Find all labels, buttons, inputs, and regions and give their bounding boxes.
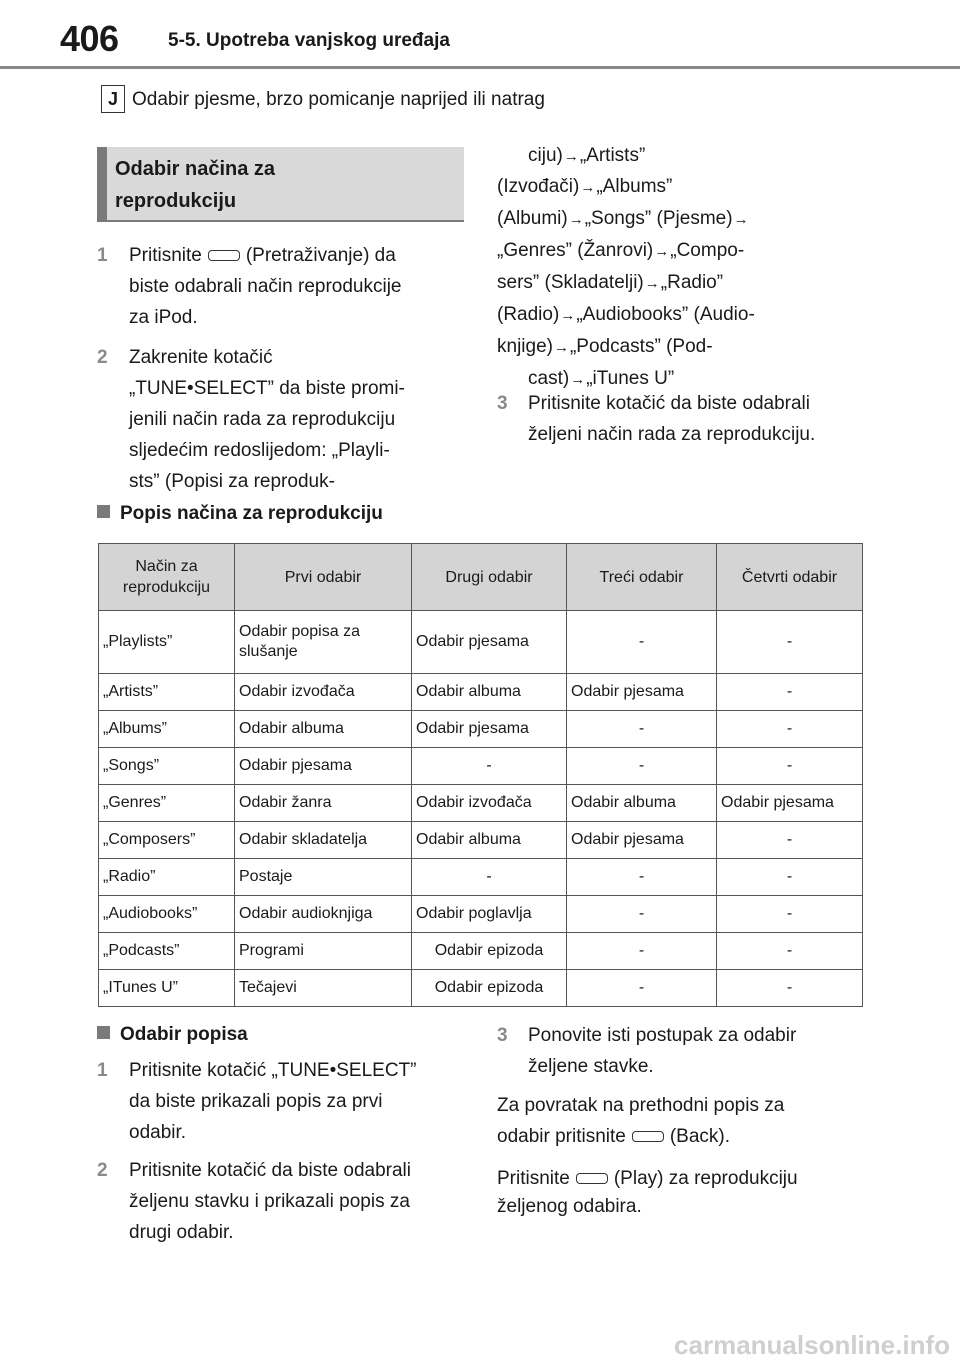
step-text: biste odabrali način reprodukcije <box>129 276 402 297</box>
step-text: željeni način rada za reprodukciju. <box>528 424 816 445</box>
table-cell: Odabir poglavlja <box>412 896 567 933</box>
table-cell: Odabir pjesama <box>567 822 717 859</box>
table-cell: - <box>567 970 717 1007</box>
playback-mode-heading <box>97 147 464 222</box>
table-cell: - <box>567 896 717 933</box>
table-cell: Odabir albuma <box>235 711 412 748</box>
table-cell: Programi <box>235 933 412 970</box>
table-cell: Odabir skladatelja <box>235 822 412 859</box>
table-cell: - <box>412 748 567 785</box>
step-text: sts” (Popisi za reproduk- <box>129 471 335 492</box>
watermark: carmanualsonline.info <box>674 1330 950 1360</box>
table-cell: Odabir pjesama <box>412 711 567 748</box>
instruction-text: odabir pritisnite <box>497 1126 626 1147</box>
table-row <box>99 748 863 785</box>
step-text: željenu stavku i prikazali popis za <box>129 1191 410 1212</box>
arrow-right-icon: → <box>563 148 579 165</box>
table-cell: - <box>567 859 717 896</box>
arrow-right-icon: → <box>580 179 596 196</box>
table-cell: „Artists” <box>99 674 235 711</box>
mode-table <box>98 543 863 1007</box>
sequence-text: „Radio” <box>660 272 724 293</box>
table-cell: - <box>567 933 717 970</box>
table-cell: - <box>717 933 863 970</box>
playback-step-3 <box>497 388 917 450</box>
playback-step-1 <box>97 240 477 333</box>
arrow-right-icon: → <box>553 339 569 356</box>
item-key-label: J <box>101 85 125 113</box>
header-divider <box>0 66 960 69</box>
list-step-1 <box>97 1055 477 1148</box>
mode-sequence <box>528 140 928 172</box>
table-cell: - <box>717 896 863 933</box>
step-text: jenili način rada za reprodukciju <box>129 409 396 430</box>
table-cell: Odabir izvođača <box>412 785 567 822</box>
arrow-right-icon: → <box>560 307 576 324</box>
sequence-text: „Genres” (Žanrovi) <box>497 240 654 261</box>
table-cell: - <box>717 822 863 859</box>
step-number: 3 <box>497 393 508 414</box>
step-number: 1 <box>97 1060 108 1081</box>
step-text: Pritisnite <box>129 245 202 266</box>
sequence-text: sers” (Skladatelji) <box>497 272 644 293</box>
table-cell: „ITunes U” <box>99 970 235 1007</box>
table-cell: Odabir pjesama <box>235 748 412 785</box>
page-number: 406 <box>60 18 119 59</box>
square-bullet-icon <box>97 505 110 518</box>
table-row <box>99 822 863 859</box>
step-text: Pritisnite kotačić da biste odabrali <box>528 393 810 414</box>
instruction-text: Pritisnite <box>497 1168 570 1189</box>
step-number: 2 <box>97 347 108 368</box>
table-cell: - <box>717 674 863 711</box>
table-row <box>99 611 863 674</box>
back-instruction <box>497 1090 917 1152</box>
mode-sequence-continued <box>497 171 927 395</box>
instruction-text: (Play) za reprodukciju <box>613 1168 798 1189</box>
table-cell: - <box>412 859 567 896</box>
arrow-right-icon: → <box>570 371 586 388</box>
sequence-text: „Songs” (Pjesme) <box>584 208 733 229</box>
table-cell: „Genres” <box>99 785 235 822</box>
sequence-text: knjige) <box>497 336 553 357</box>
column-header: Način za reprodukciju <box>99 544 235 611</box>
table-cell: Odabir albuma <box>567 785 717 822</box>
sequence-text: „Audiobooks” (Audio- <box>576 304 755 325</box>
instruction-text: Za povratak na prethodni popis za <box>497 1095 785 1116</box>
column-header: Treći odabir <box>567 544 717 611</box>
step-text: Pritisnite kotačić „TUNE•SELECT” <box>129 1060 417 1081</box>
table-cell: „Composers” <box>99 822 235 859</box>
playback-step-2 <box>97 342 477 497</box>
play-button-icon <box>576 1173 608 1184</box>
table-cell: Odabir popisa za slušanje <box>235 611 412 674</box>
table-cell: - <box>717 748 863 785</box>
sequence-text: „iTunes U” <box>586 368 675 389</box>
table-row <box>99 933 863 970</box>
sequence-text: ciju) <box>528 145 563 166</box>
sequence-text: „Albums” <box>596 176 673 197</box>
section-title: 5-5. Upotreba vanjskog uređaja <box>168 30 450 51</box>
step-text: sljedećim redoslijedom: „Playli- <box>129 440 390 461</box>
table-cell: Odabir žanra <box>235 785 412 822</box>
column-header: Prvi odabir <box>235 544 412 611</box>
heading-line: reprodukciju <box>115 190 237 212</box>
table-row <box>99 970 863 1007</box>
mode-list-heading-text: Popis načina za reprodukciju <box>120 503 383 524</box>
sequence-text: (Izvođači) <box>497 176 580 197</box>
table-cell: Odabir audioknjiga <box>235 896 412 933</box>
table-cell: Odabir pjesama <box>567 674 717 711</box>
table-cell: Odabir pjesama <box>717 785 863 822</box>
list-step-3 <box>497 1020 917 1082</box>
table-cell: „Playlists” <box>99 611 235 674</box>
table-row <box>99 785 863 822</box>
table-row <box>99 859 863 896</box>
heading-line: Odabir načina za <box>115 158 276 180</box>
mode-list-heading <box>97 503 383 525</box>
list-select-heading <box>97 1024 248 1046</box>
table-cell: Odabir albuma <box>412 822 567 859</box>
table-cell: „Songs” <box>99 748 235 785</box>
sequence-text: cast) <box>528 368 570 389</box>
table-cell: „Audiobooks” <box>99 896 235 933</box>
search-button-icon <box>208 250 240 261</box>
table-row <box>99 674 863 711</box>
arrow-right-icon: → <box>644 275 660 292</box>
sequence-text: (Radio) <box>497 304 560 325</box>
arrow-right-icon: → <box>654 243 670 260</box>
table-cell: - <box>717 970 863 1007</box>
step-text: drugi odabir. <box>129 1222 234 1243</box>
step-text: Ponovite isti postupak za odabir <box>528 1025 797 1046</box>
table-cell: „Albums” <box>99 711 235 748</box>
step-number: 3 <box>497 1025 508 1046</box>
sequence-text: „Compo- <box>670 240 745 261</box>
table-cell: - <box>717 611 863 674</box>
back-button-icon <box>632 1131 664 1142</box>
table-cell: - <box>567 611 717 674</box>
table-cell: Odabir pjesama <box>412 611 567 674</box>
step-text: za iPod. <box>129 307 198 328</box>
table-cell: Odabir epizoda <box>412 970 567 1007</box>
play-instruction <box>497 1165 917 1221</box>
table-cell: - <box>717 859 863 896</box>
table-cell: „Podcasts” <box>99 933 235 970</box>
instruction-text: željenog odabira. <box>497 1196 642 1217</box>
table-row <box>99 711 863 748</box>
step-text: (Pretraživanje) da <box>245 245 396 266</box>
step-text: da biste prikazali popis za prvi <box>129 1091 383 1112</box>
step-text: željene stavke. <box>528 1056 654 1077</box>
list-step-2 <box>97 1155 477 1248</box>
item-description: Odabir pjesme, brzo pomicanje naprijed ili natrag <box>132 89 545 110</box>
sequence-text: „Podcasts” (Pod- <box>569 336 713 357</box>
table-cell: Tečajevi <box>235 970 412 1007</box>
table-cell: Odabir izvođača <box>235 674 412 711</box>
list-select-heading-text: Odabir popisa <box>120 1024 248 1045</box>
table-cell: „Radio” <box>99 859 235 896</box>
square-bullet-icon <box>97 1026 110 1039</box>
table-cell: - <box>717 711 863 748</box>
table-row <box>99 896 863 933</box>
step-text: odabir. <box>129 1122 187 1143</box>
step-number: 1 <box>97 245 108 266</box>
sequence-text: (Albumi) <box>497 208 568 229</box>
table-cell: Postaje <box>235 859 412 896</box>
step-number: 2 <box>97 1160 108 1181</box>
column-header: Četvrti odabir <box>717 544 863 611</box>
step-text: Zakrenite kotačić <box>129 347 273 368</box>
table-cell: - <box>567 748 717 785</box>
sequence-text: „Artists” <box>579 145 646 166</box>
table-header-row <box>99 544 863 611</box>
table-cell: - <box>567 711 717 748</box>
arrow-right-icon: → <box>568 211 584 228</box>
table-cell: Odabir albuma <box>412 674 567 711</box>
arrow-right-icon: → <box>733 211 749 228</box>
column-header: Drugi odabir <box>412 544 567 611</box>
step-text: Pritisnite kotačić da biste odabrali <box>129 1160 411 1181</box>
step-text: „TUNE•SELECT” da biste promi- <box>129 378 405 399</box>
table-cell: Odabir epizoda <box>412 933 567 970</box>
instruction-text: (Back). <box>669 1126 731 1147</box>
